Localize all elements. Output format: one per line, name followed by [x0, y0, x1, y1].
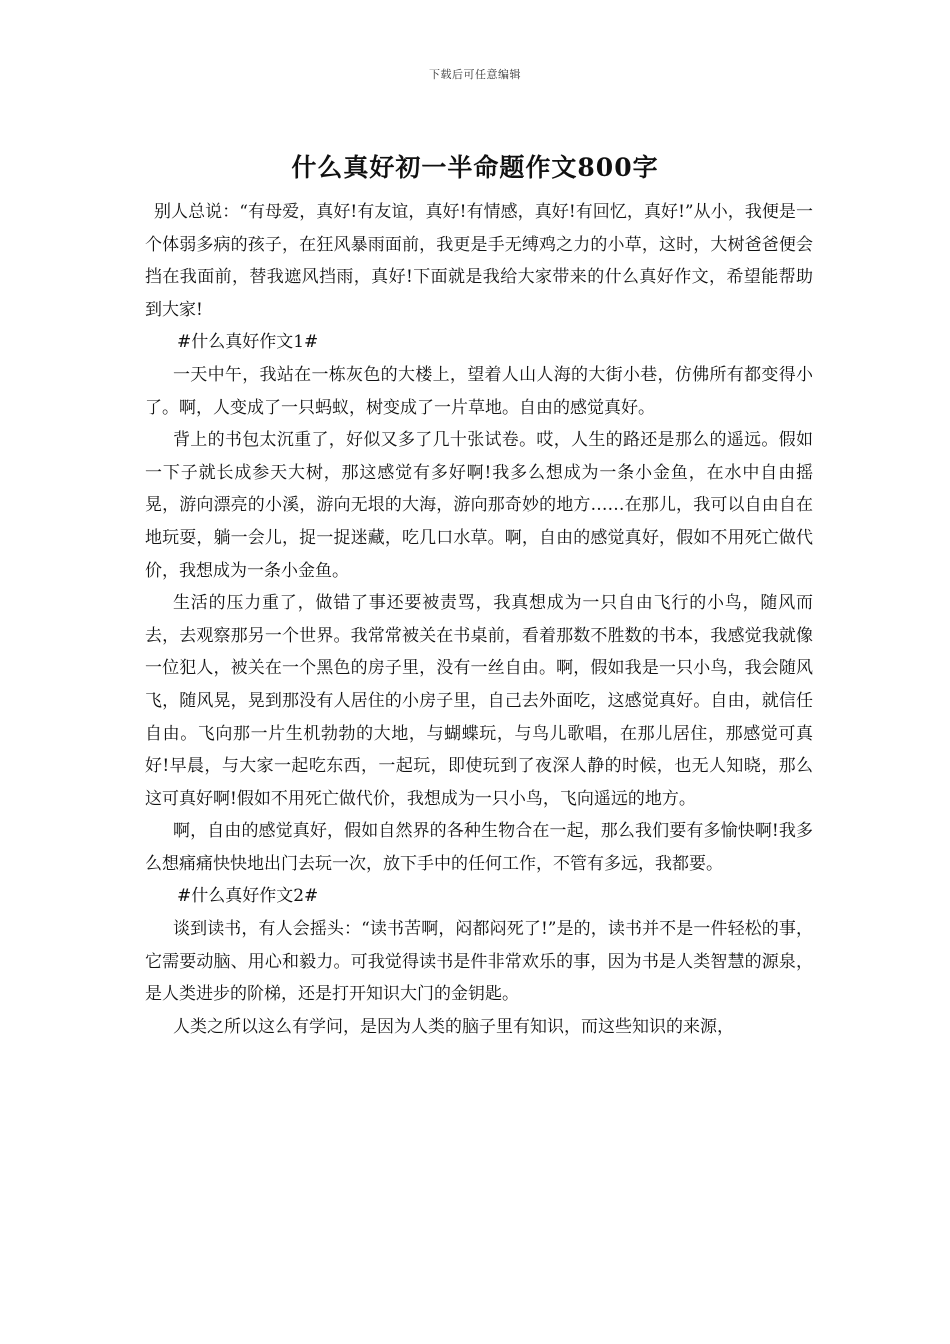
header-note: 下载后可任意编辑	[429, 68, 521, 81]
paragraph: 背上的书包太沉重了，好似又多了几十张试卷。哎，人生的路还是那么的遥远。假如一下子就长成参天大树，那这感觉有多好啊!我多么想成为一条小金鱼，在水中自由摇晃，游向漂亮的小溪，游向无垠的大海，游向那奇妙的地方……在那儿，我可以自由自在地玩耍，躺一会儿，捉一捉迷藏，吃几口水草。啊，自由的感觉真好，假如不用死亡做代价，我想成为一条小金鱼。	[145, 430, 813, 581]
section-heading-1: #什么真好作文1#	[177, 332, 319, 353]
paragraph: 人类之所以这么有学问，是因为人类的脑子里有知识，而这些知识的来源，	[173, 1016, 734, 1037]
paragraph: 啊，自由的感觉真好，假如自然界的各种生物合在一起，那么我们要有多愉快啊!我多么想痛痛快快地出门去玩一次，放下手中的任何工作，不管有多远，我都要。	[145, 821, 813, 874]
paragraph: 生活的压力重了，做错了事还要被责骂，我真想成为一只自由飞行的小鸟，随风而去，去观察那另一个世界。我常常被关在书桌前，看着那数不胜数的书本，我感觉我就像一位犯人，被关在一个黑色的房子里，没有一丝自由。啊，假如我是一只小鸟，我会随风飞，随风晃，晃到那没有人居住的小房子里，自己去外面吃，这感觉真好。自由，就信任自由。飞向那一片生机勃勃的大地，与蝴蝶玩，与鸟儿歌唱，在那儿居住，那感觉可真好!早晨，与大家一起吃东西，一起玩，即使玩到了夜深人静的时候，也无人知晓，那么这可真好啊!假如不用死亡做代价，我想成为一只小鸟，飞向遥远的地方。	[145, 593, 813, 809]
section-heading-2: #什么真好作文2#	[177, 886, 319, 907]
paragraph-intro: 别人总说：“有母爱，真好!有友谊，真好!有情感，真好!有回忆，真好!”从小，我便是一个体弱多病的孩子，在狂风暴雨面前，我更是手无缚鸡之力的小草，这时，大树爸爸便会挡在我面前，替我遮风挡雨，真好!下面就是我给大家带来的什么真好作文，希望能帮助到大家!	[145, 202, 813, 320]
document-body	[145, 196, 813, 1043]
document-title: 什么真好初一半命题作文800字	[291, 153, 659, 182]
paragraph: 一天中午，我站在一栋灰色的大楼上，望着人山人海的大街小巷，仿佛所有都变得小了。啊，人变成了一只蚂蚁，树变成了一片草地。自由的感觉真好。	[145, 364, 813, 418]
paragraph: 谈到读书，有人会摇头：“读书苦啊，闷都闷死了!”是的，读书并不是一件轻松的事，它需要动脑、用心和毅力。可我觉得读书是件非常欢乐的事，因为书是人类智慧的源泉，是人类进步的阶梯，还是打开知识大门的金钥匙。	[145, 919, 813, 1005]
